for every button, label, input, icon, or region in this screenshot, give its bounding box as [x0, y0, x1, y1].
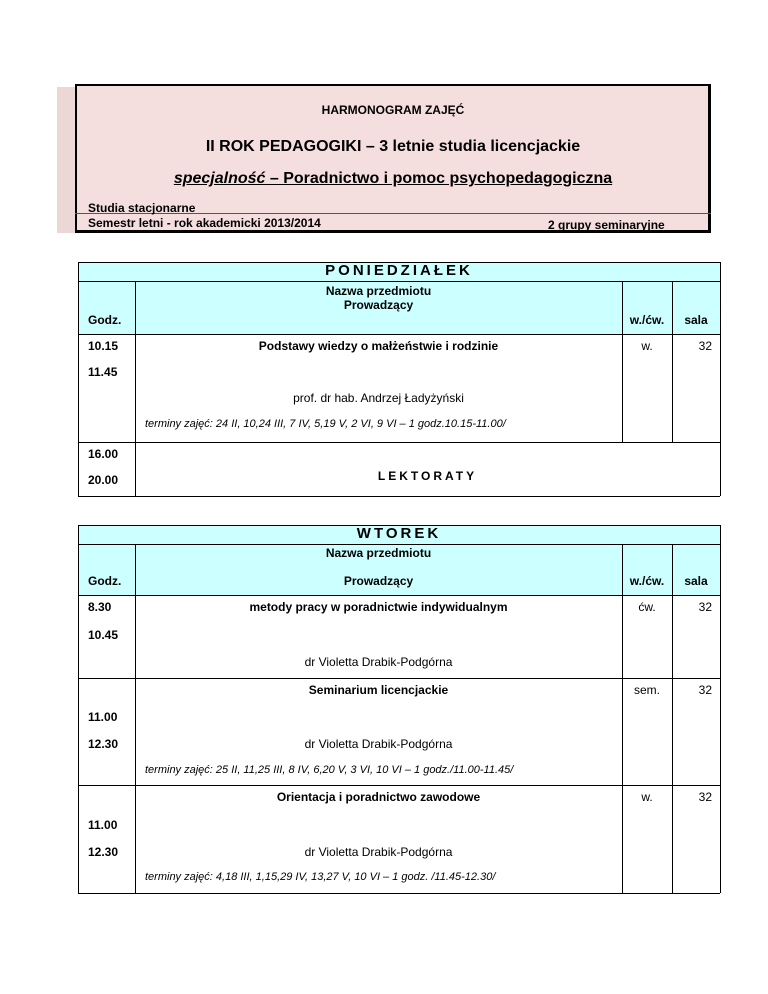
mon-row-end: 11.45: [88, 365, 118, 379]
tue-row-teacher: dr Violetta Drabik-Podgórna: [304, 737, 453, 751]
mon-row-start: 16.00: [88, 447, 119, 461]
study-mode: Studia stacjonarne: [88, 201, 196, 215]
specialty-name: – Poradnictwo i pomoc psychopedagogiczna: [265, 170, 613, 187]
tue-row-end: 10.45: [88, 628, 119, 642]
tue-row-start: 11.00: [88, 818, 118, 832]
mon-line: [622, 281, 623, 442]
mon-col-room: sala: [684, 313, 708, 327]
tue-row-room: 32: [698, 683, 712, 697]
tue-line: [78, 785, 720, 786]
tue-line: [78, 525, 79, 893]
mon-row-start: 10.15: [88, 339, 119, 353]
tue-row-dates: terminy zajęć: 25 II, 11,25 III, 8 IV, 6,20 V, 3 VI, 10 VI – 1 godz./11.00-11.45/: [145, 764, 514, 776]
schedule-title: HARMONOGRAM ZAJĘĆ: [321, 103, 465, 117]
mon-line: [672, 281, 673, 442]
specialty-line: [75, 170, 711, 188]
mon-line: [78, 442, 720, 443]
mon-line: [135, 281, 136, 496]
tue-line: [78, 893, 720, 894]
tue-row-end: 12.30: [88, 845, 119, 859]
tue-row-type: ćw.: [638, 600, 656, 614]
tue-row-room: 32: [698, 790, 712, 804]
tue-line: [672, 544, 673, 893]
tue-col-subject: Nazwa przedmiotu: [325, 546, 432, 560]
tue-col-type: w./ćw.: [629, 574, 665, 588]
program-subtitle: II ROK PEDAGOGIKI – 3 letnie studia licencjackie: [205, 138, 581, 155]
tue-row-subject: Orientacja i poradnictwo zawodowe: [276, 790, 481, 804]
mon-col-time: Godz.: [88, 313, 122, 327]
mon-line: [720, 262, 721, 496]
specialty-prefix: specjalność: [173, 170, 266, 187]
mon-col-subject: Nazwa przedmiotu: [325, 284, 432, 298]
tue-row-dates: terminy zajęć: 4,18 III, 1,15,29 IV, 13,27 V, 10 VI – 1 godz. /11.45-12.30/: [145, 871, 496, 883]
semester-label: Semestr letni - rok akademicki 2013/2014: [88, 216, 321, 230]
tue-row-type: sem.: [633, 683, 660, 697]
tue-row-type: w.: [641, 790, 653, 804]
mon-row-type: w.: [641, 339, 653, 353]
tue-col-time: Godz.: [88, 574, 122, 588]
tue-row-teacher: dr Violetta Drabik-Podgórna: [304, 655, 453, 669]
mon-line: [78, 281, 720, 282]
tue-line: [135, 544, 136, 893]
mon-row-teacher: prof. dr hab. Andrzej Ładyżyński: [293, 391, 464, 405]
tue-row-start: 11.00: [88, 710, 118, 724]
tue-line: [78, 595, 720, 596]
groups-label: 2 grupy seminaryjne: [548, 218, 665, 232]
tue-line: [78, 544, 720, 545]
mon-row-end: 20.00: [88, 473, 119, 487]
header-shadow: [57, 87, 75, 233]
tue-row-teacher: dr Violetta Drabik-Podgórna: [304, 845, 453, 859]
tue-col-room: sala: [684, 574, 708, 588]
tue-row-start: 8.30: [88, 600, 112, 614]
mon-row-subject: Podstawy wiedzy o małżeństwie i rodzinie: [258, 339, 499, 353]
tue-line: [78, 678, 720, 679]
monday-day-title: PONIEDZIAŁEK: [325, 262, 473, 279]
mon-line: [78, 334, 720, 335]
tue-line: [720, 525, 721, 893]
tue-col-teacher: Prowadzący: [343, 574, 414, 588]
mon-row-dates: terminy zajęć: 24 II, 10,24 III, 7 IV, 5,19 V, 2 VI, 9 VI – 1 godz.10.15-11.00/: [145, 418, 506, 430]
tuesday-day-title: WTOREK: [356, 525, 442, 542]
tue-row-room: 32: [698, 600, 712, 614]
mon-lektoraty: LEKTORATY: [377, 469, 478, 483]
tue-row-subject: Seminarium licencjackie: [308, 683, 449, 697]
tue-line: [622, 544, 623, 893]
mon-line: [78, 496, 720, 497]
tue-row-subject: metody pracy w poradnictwie indywidualnym: [249, 600, 508, 614]
mon-line: [78, 262, 79, 496]
tue-row-end: 12.30: [88, 737, 119, 751]
mon-row-room: 32: [698, 339, 712, 353]
mon-col-teacher: Prowadzący: [343, 298, 414, 312]
mon-col-type: w./ćw.: [629, 313, 665, 327]
